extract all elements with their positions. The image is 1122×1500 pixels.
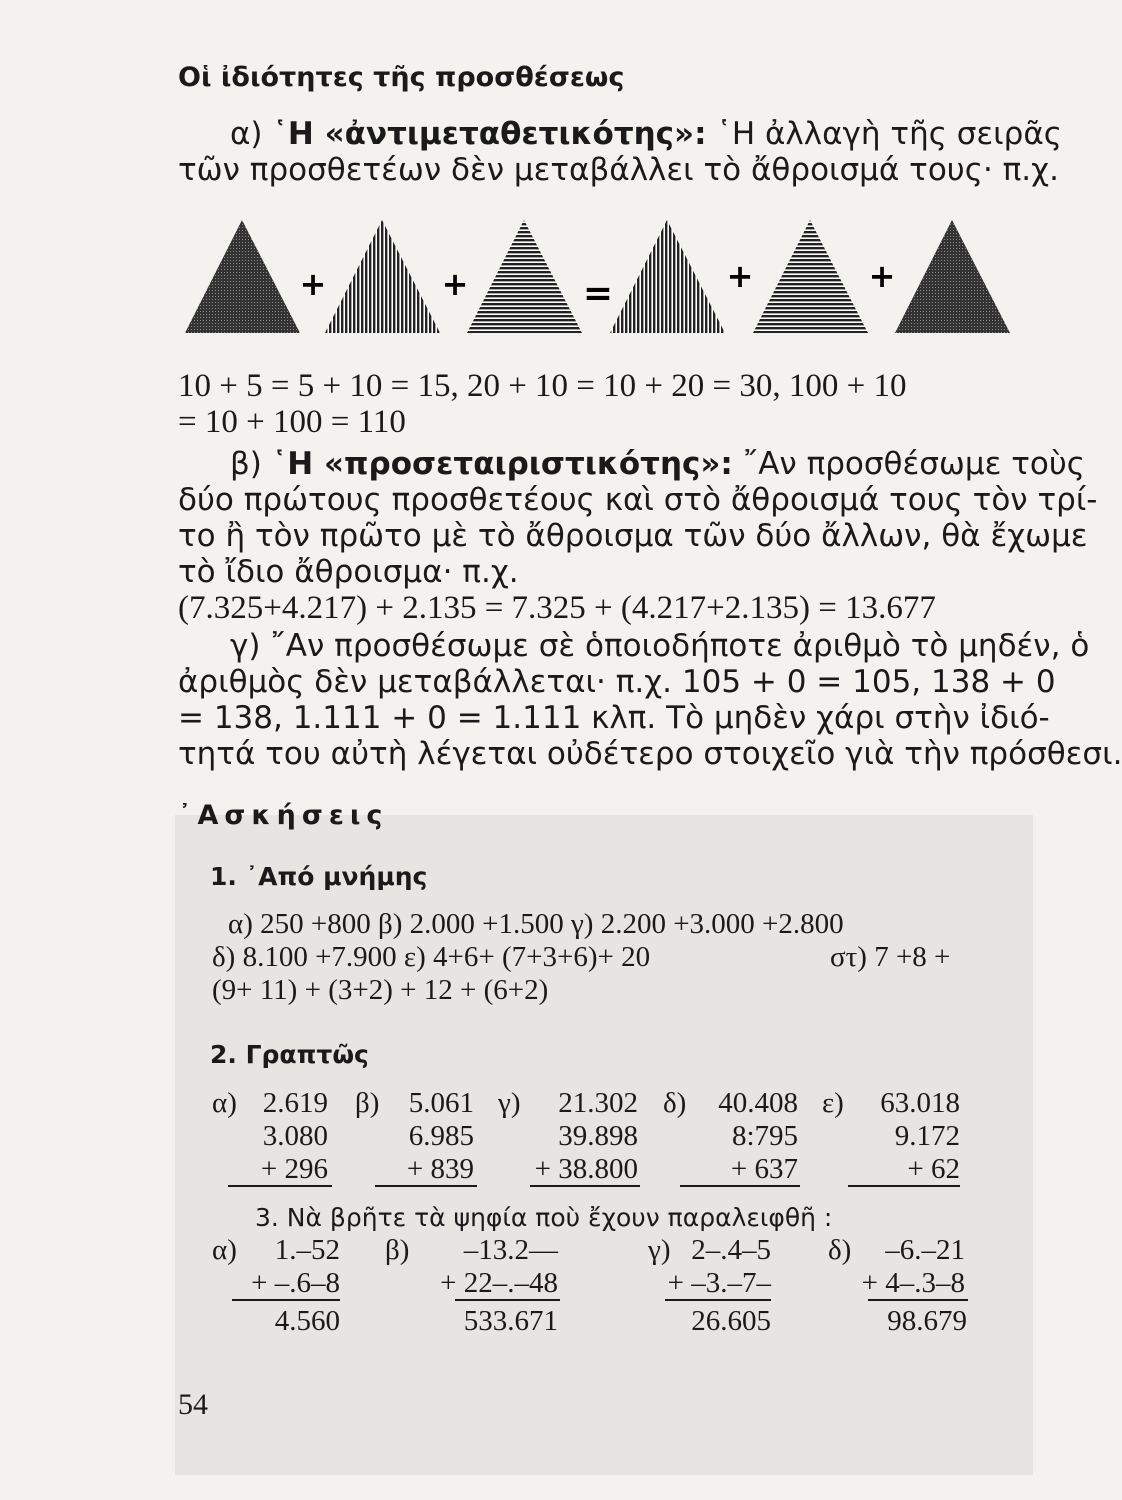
prop-a-line-1 (230, 116, 1062, 152)
ex3-d-row-2: + 4–.3–8 (861, 1267, 965, 1299)
ex3-column-b (405, 1234, 558, 1300)
ex2-a-row-2: 3.080 (262, 1120, 328, 1152)
triangles-illustration (185, 215, 1025, 335)
ex3-a-result: 4.560 (274, 1305, 340, 1337)
ex2-a-sum-rule (228, 1185, 332, 1187)
ex2-a-row-1: 2.619 (262, 1087, 328, 1119)
ex2-label-b: β) (355, 1087, 380, 1119)
section-title: Οἱ ἰδιότητες τῆς προσθέσεως (178, 62, 625, 93)
ex2-b-row-1: 5.061 (408, 1087, 474, 1119)
ex2-column-b (378, 1087, 474, 1186)
triangle-vertical-2 (610, 220, 725, 333)
prop-b-line-2: δύο πρώτους προσθετέους καὶ στὸ ἄθροισμά τους τὸν τρί- (178, 482, 1098, 518)
prop-b-label: β) (230, 446, 262, 482)
ex3-label-d: δ) (828, 1234, 852, 1266)
ex2-label-a: α) (212, 1087, 237, 1119)
ex1-line-2a: δ) 8.100 +7.900 ε) 4+6+ (7+3+6)+ 20 (212, 941, 651, 973)
ex3-b-sum-rule (455, 1299, 560, 1301)
prop-b-name: ῾Η «προσεταιριστικότης»: (271, 446, 733, 482)
ex2-d-row-2: 8:795 (731, 1120, 798, 1152)
ex3-label-c: γ) (648, 1234, 671, 1266)
ex3-c-row-2: + –3.–7– (667, 1267, 771, 1299)
ex3-d-row-1: –6.–21 (885, 1234, 965, 1266)
op-plus-3: + (726, 257, 754, 295)
ex3-label-b: β) (385, 1234, 410, 1266)
ex2-label-d: δ) (663, 1087, 687, 1119)
ex3-column-d (820, 1234, 965, 1300)
ex3-column-c (636, 1234, 771, 1300)
triangle-dark-1 (185, 220, 300, 333)
ex3-b-row-2: + 22–.–48 (440, 1267, 558, 1299)
ex3-title: 3. Νὰ βρῆτε τὰ ψηφία ποὺ ἔχουν παραλειφθῆ : (255, 1203, 833, 1232)
ex2-column-c (508, 1087, 638, 1186)
ex3-d-result: 98.679 (887, 1305, 967, 1337)
ex1-line-1: α) 250 +800 β) 2.000 +1.500 γ) 2.200 +3.000 +2.800 (228, 908, 844, 940)
prop-c-line-2: ἀριθμὸς δὲν μεταβάλλεται· π.χ. 105 + 0 = 105, 138 + 0 (178, 664, 1056, 700)
ex3-a-row-2: + –.6–8 (251, 1267, 340, 1299)
ex1-title: 1. ᾿Από μνήμης (210, 862, 428, 891)
triangle-dark-2 (895, 220, 1010, 333)
ex2-label-c: γ) (498, 1087, 521, 1119)
prop-a-name: ῾Η «ἀντιμεταθετικότης»: (272, 116, 707, 152)
prop-a-line-2: τῶν προσθετέων δὲν μεταβάλλει τὸ ἄθροισμά τους· π.χ. (178, 152, 1059, 188)
ex3-column-a (228, 1234, 340, 1300)
prop-b-line-1 (230, 446, 1085, 482)
ex2-e-sum-rule (848, 1185, 960, 1187)
ex2-b-sum-rule (375, 1185, 477, 1187)
example-a-line-2: = 10 + 100 = 110 (178, 404, 406, 440)
triangle-horizontal-1 (467, 220, 582, 333)
ex2-column-d (680, 1087, 798, 1186)
triangle-horizontal-2 (753, 220, 868, 333)
ex2-label-e: ε) (822, 1087, 844, 1119)
ex2-c-row-3: + 38.800 (534, 1153, 638, 1185)
prop-b-example: (7.325+4.217) + 2.135 = 7.325 + (4.217+2.135) = 13.677 (178, 590, 936, 626)
ex3-c-result: 26.605 (691, 1305, 771, 1337)
prop-b-line-4: τὸ ἴδιο ἄθροισμα· π.χ. (178, 554, 519, 590)
ex3-c-row-1: 2–.4–5 (691, 1234, 771, 1266)
prop-a-label: α) (230, 116, 263, 152)
ex2-e-row-2: 9.172 (894, 1120, 960, 1152)
ex3-c-sum-rule (665, 1299, 771, 1301)
prop-b-line-3: το ἢ τὸν πρῶτο μὲ τὸ ἄθροισμα τῶν δύο ἄλλων, θὰ ἔχωμε (178, 518, 1088, 554)
ex2-column-a (228, 1087, 328, 1186)
ex3-b-row-1: –13.2— (463, 1234, 558, 1266)
ex2-c-row-2: 39.898 (558, 1120, 638, 1152)
ex3-a-sum-rule (232, 1299, 340, 1301)
ex2-title: 2. Γραπτῶς (210, 1040, 369, 1069)
ex2-d-sum-rule (680, 1185, 800, 1187)
ex2-column-e (846, 1087, 960, 1186)
page-number: 54 (178, 1388, 208, 1421)
ex3-d-sum-rule (868, 1299, 968, 1301)
ex1-line-3: (9+ 11) + (3+2) + 12 + (6+2) (212, 974, 549, 1006)
prop-a-text-1: ῾Η ἀλλαγὴ τῆς σειρᾶς (716, 116, 1062, 152)
ex2-e-row-3: + 62 (907, 1153, 960, 1185)
ex3-b-result: 533.671 (463, 1305, 558, 1337)
example-a-line-1: 10 + 5 = 5 + 10 = 15, 20 + 10 = 10 + 20 = 30, 100 + 10 (178, 368, 907, 404)
op-equals: = (582, 273, 614, 314)
ex2-c-sum-rule (530, 1185, 640, 1187)
ex2-b-row-2: 6.985 (408, 1120, 474, 1152)
op-plus-4: + (868, 257, 896, 295)
op-plus-1: + (299, 265, 327, 303)
ex2-e-row-1: 63.018 (880, 1087, 960, 1119)
ex2-a-row-3: + 296 (260, 1153, 328, 1185)
ex3-label-a: α) (212, 1234, 237, 1266)
prop-c-line-3: = 138, 1.111 + 0 = 1.111 κλπ. Τὸ μηδὲν χάρι στὴν ἰδιό- (178, 700, 1050, 736)
triangle-vertical-1 (325, 220, 440, 333)
prop-b-text-1: ῎Αν προσθέσωμε τοὺς (742, 446, 1085, 482)
ex2-b-row-3: + 839 (406, 1153, 474, 1185)
op-plus-2: + (441, 265, 469, 303)
prop-c-line-1: γ) ῎Αν προσθέσωμε σὲ ὁποιοδήποτε ἀριθμὸ τὸ μηδέν, ὁ (230, 628, 1090, 664)
ex2-c-row-1: 21.302 (558, 1087, 638, 1119)
ex1-line-2b: στ) 7 +8 + (830, 941, 951, 973)
ex2-d-row-3: + 637 (730, 1153, 798, 1185)
ex3-a-row-1: 1.–52 (274, 1234, 340, 1266)
prop-c-line-4: τητά του αὐτὴ λέγεται οὐδέτερο στοιχεῖο γιὰ τὴν πρόσθεσι. (178, 736, 1122, 772)
ex2-d-row-1: 40.408 (718, 1087, 798, 1119)
exercises-title: ᾿Ασκήσεις (178, 800, 389, 831)
